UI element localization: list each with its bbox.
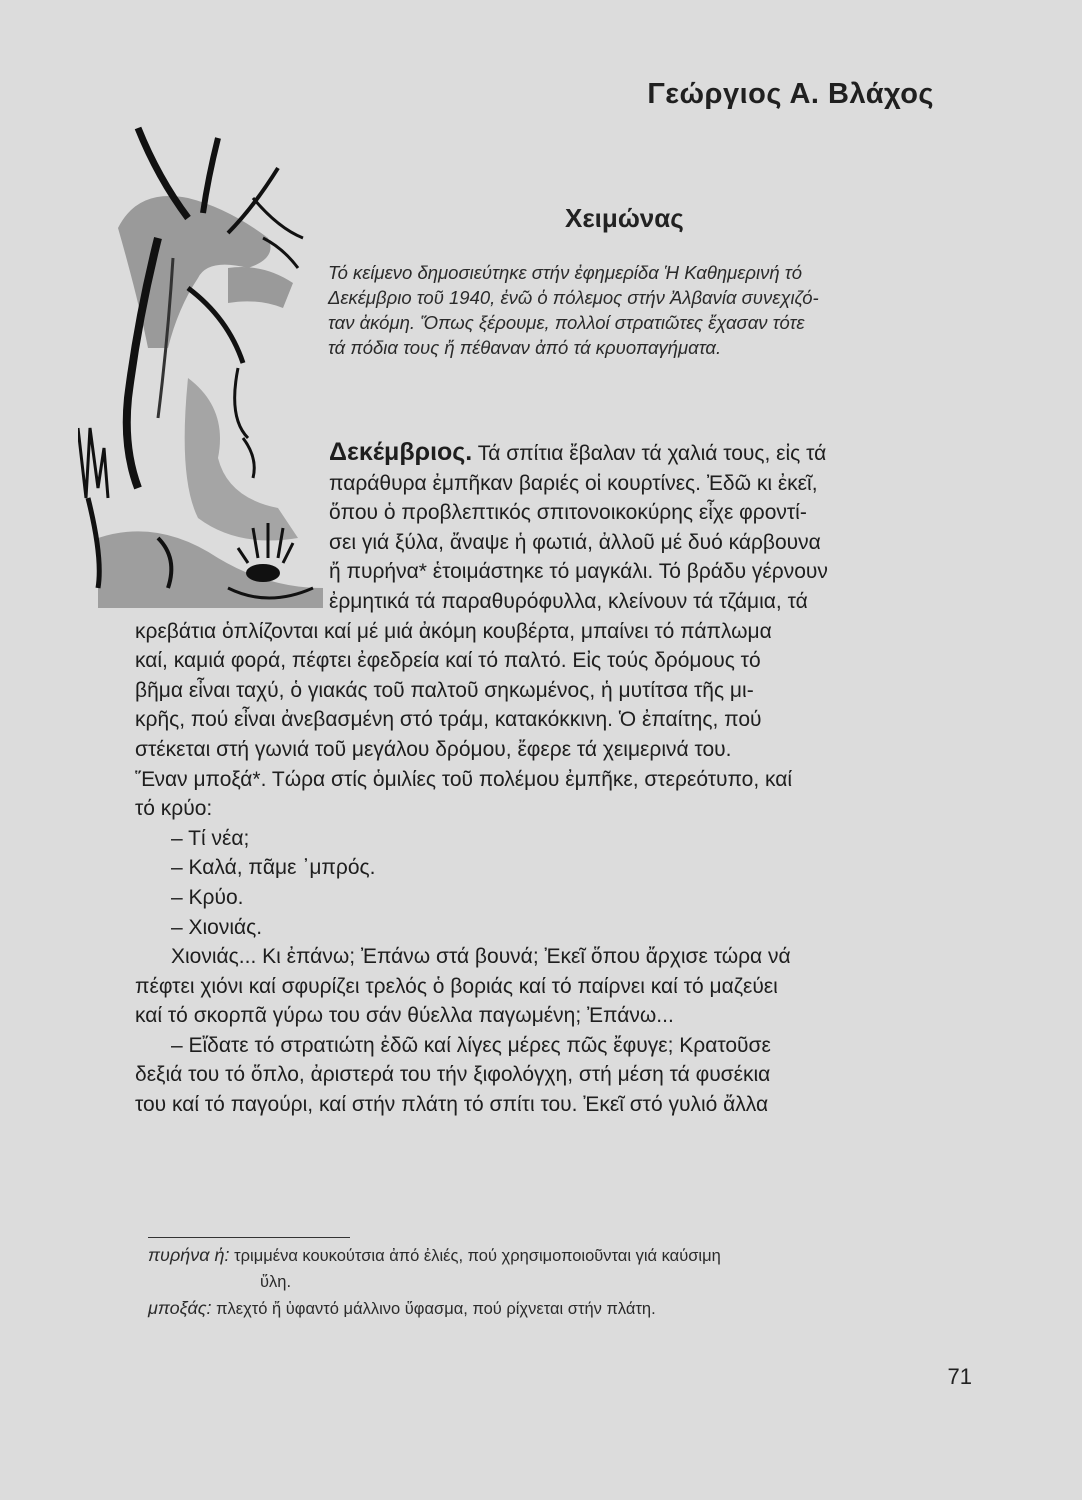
dialogue-line: – Κρύο. [171,885,244,909]
text-line: – Εἴδατε τό στρατιώτη ἐδῶ καί λίγες μέρες πῶς ἔφυγε; Κρατοῦσε [171,1033,771,1057]
text-line [329,438,955,469]
text-line: δεξιά του τό ὅπλο, ἀριστερά του τήν ξιφολόγχη, στή μέση τά φυσέκια [135,1063,771,1087]
text-line: ἐρμητικά τά παραθυρόφυλλα, κλείνουν τά τζάμια, τά [329,589,808,613]
text-line: τό κρύο: [135,797,213,821]
dropcap-word: Δεκέμβριος. [329,438,473,466]
text-line: Χιονιάς... Κι ἐπάνω; Ἐπάνω στά βουνά; Ἐκεῖ ὅπου ἄρχισε τώρα νά [171,945,791,969]
page-number: 71 [947,1364,972,1389]
text-line: κρεβάτια ὁπλίζονται καί μέ μιά ἀκόμη κουβέρτα, μπαίνει τό πάπλωμα [135,619,772,643]
footnotes [148,1242,978,1322]
text-line: παράθυρα ἐμπῆκαν βαριές οἱ κουρτίνες. Ἐδῶ κι ἐκεῖ, [329,471,818,495]
author-name: Γεώργιος Α. Βλάχος [647,78,934,110]
footnote-text: τριμμένα κουκούτσια ἀπό ἐλιές, πού χρησιμοποιοῦνται γιά καύσιμη [234,1247,721,1265]
text-line: του καί τό παγούρι, καί στήν πλάτη τό σπίτι του. Ἐκεῖ στό γυλιό ἄλλα [135,1093,769,1117]
text-line: Ἕναν μποξά*. Τώρα στίς ὁμιλίες τοῦ πολέμου ἐμπῆκε, στερεότυπο, καί [135,767,793,791]
text-line: στέκεται στή γωνιά τοῦ μεγάλου δρόμου, ἔφερε τά χειμερινά του. [135,737,732,761]
poem-title: Χειμώνας [565,203,684,233]
text-line: πέφτει χιόνι καί σφυρίζει τρελός ὁ βοριάς καί τό παίρνει καί τό μαζεύει [135,974,778,998]
text-line: σει γιά ξύλα, ἄναψε ἡ φωτιά, ἀλλοῦ μέ δυό κάρβουνα [329,530,821,554]
footnote-term: πυρήνα ἡ: [148,1245,230,1265]
footnote [148,1295,978,1322]
footnote-text: πλεχτό ἤ ὑφαντό μάλλινο ὕφασμα, πού ρίχνεται στήν πλάτη. [216,1300,656,1318]
footnote-divider [148,1237,350,1238]
dialogue-line: – Καλά, πᾶμε ᾿μπρός. [171,856,376,880]
text-line: καί τό σκορπᾶ γύρω του σάν θύελλα παγωμένη; Ἐπάνω... [135,1004,674,1028]
intro-note [328,260,953,360]
footnote-continuation: ὕλη. [260,1273,292,1291]
footnote [148,1242,978,1269]
text-line: καί, καμιά φορά, πέφτει ἐφεδρεία καί τό παλτό. Εἰς τούς δρόμους τό [135,649,761,673]
intro-line: ταν ἀκόμη. Ὅπως ξέρουμε, πολλοί στρατιῶτες ἔχασαν τότε [328,312,805,333]
text-line: ἤ πυρήνα* ἑτοιμάστηκε τό μαγκάλι. Τό βράδυ γέρνουν [329,560,828,584]
intro-line: Δεκέμβριο τοῦ 1940, ἐνῶ ὁ πόλεμος στήν Ἀλβανία συνεχιζό- [328,287,819,308]
dialogue-line: – Χιονιάς. [171,915,263,939]
dialogue-line: – Τί νέα; [171,826,250,850]
text-line: ὅπου ὁ προβλεπτικός σπιτονοικοκύρης εἶχε φροντί- [329,501,807,525]
text-line-rest: Τά σπίτια ἔβαλαν τά χαλιά τους, εἰς τά [472,442,827,465]
intro-line: τά πόδια τους ἤ πέθαναν ἀπό τά κρυοπαγήματα. [328,337,722,358]
text-line: κρῆς, πού εἶναι ἀνεβασμένη στό τράμ, κατακόκκινη. Ὁ ἐπαίτης, πού [135,708,762,732]
text-line: βῆμα εἶναι ταχύ, ὁ γιακάς τοῦ παλτοῦ σηκωμένος, ἡ μυτίτσα τῆς μι- [135,678,754,702]
intro-line: Τό κείμενο δημοσιεύτηκε στήν ἐφημερίδα Ἡ Καθημερινή τό [328,262,802,283]
footnote-term: μποξάς: [148,1298,212,1318]
main-text [135,438,955,1120]
